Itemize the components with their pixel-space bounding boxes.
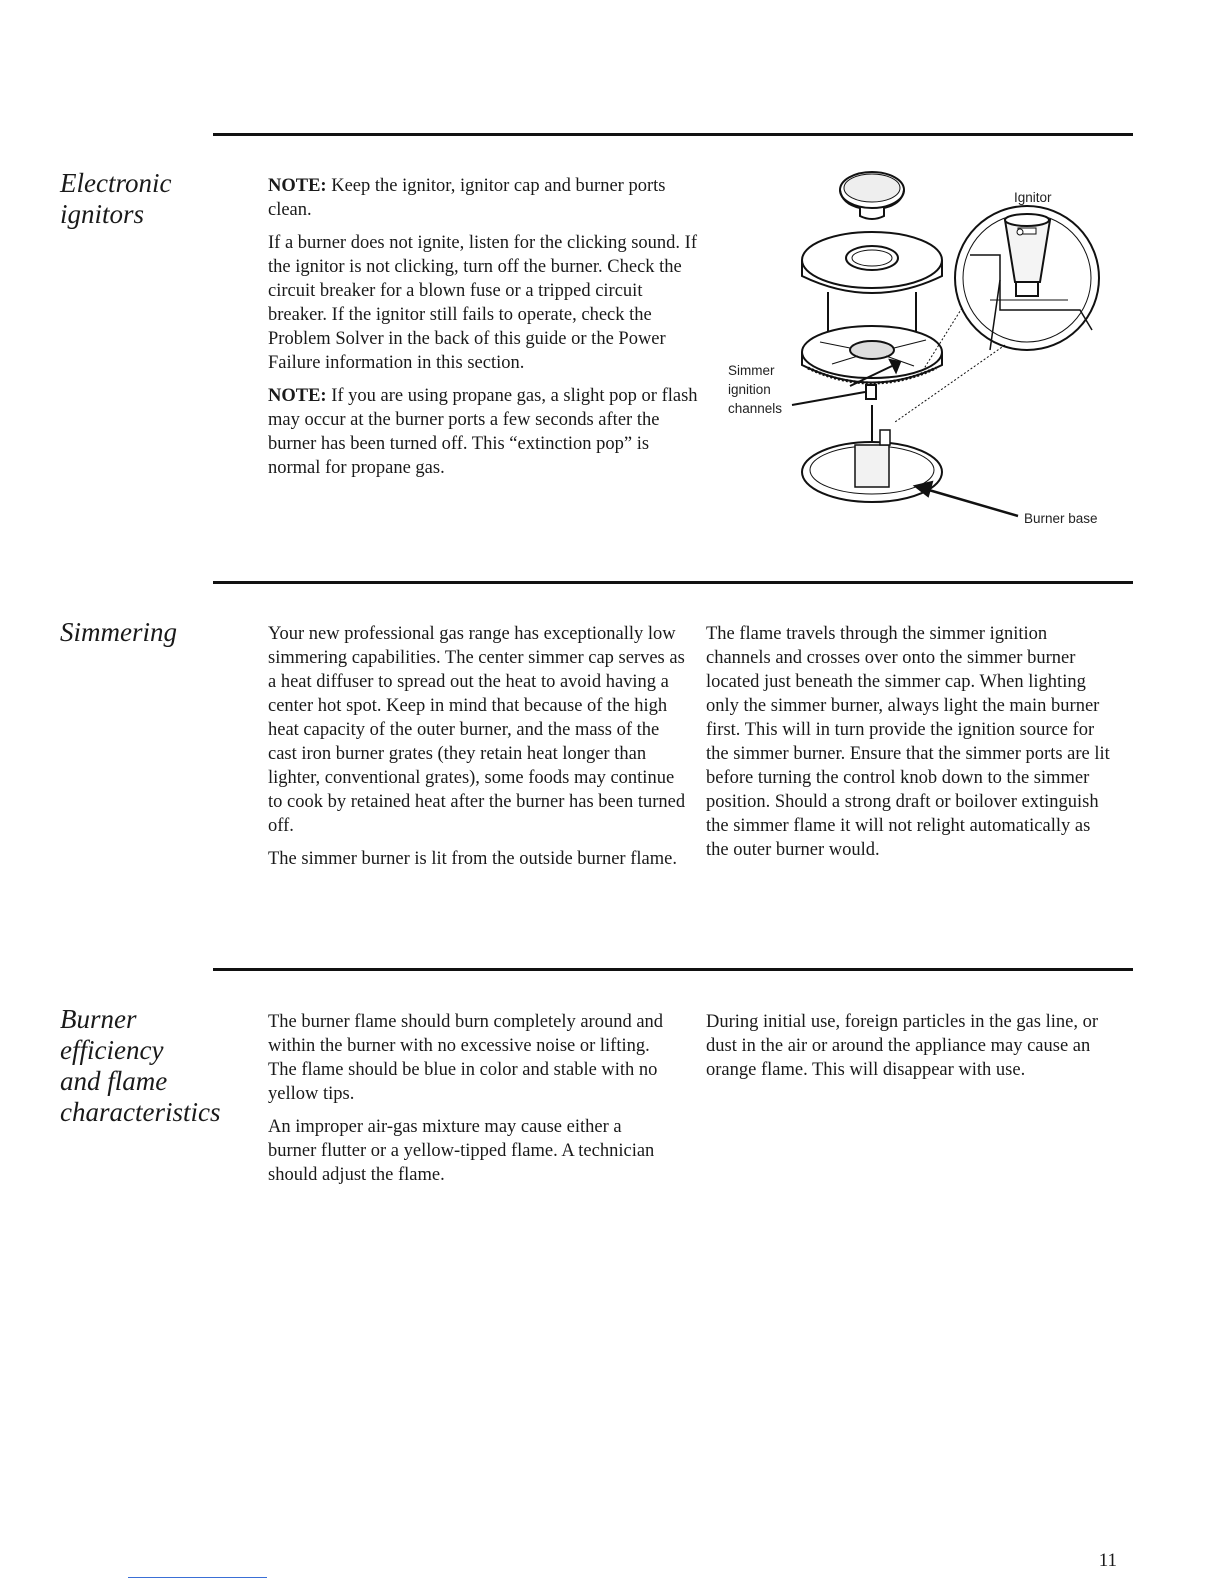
heading-line: Electronic [60,168,172,198]
ignitors-text-column [268,174,698,489]
note-text: Keep the ignitor, ignitor cap and burner ports clean. [268,176,666,220]
label-text: channels [728,401,783,416]
label-text: Simmer [728,363,775,378]
heading-line: ignitors [60,199,145,229]
body-paragraph: An improper air-gas mixture may cause either a burner flutter or a yellow-tipped flame. A technician should adjust the flame. [268,1117,655,1185]
burner-base-label [1024,509,1098,528]
body-paragraph: The simmer burner is lit from the outside burner flame. [268,849,677,869]
section-divider [213,581,1133,584]
note-paragraph [268,174,698,222]
section-heading-electronic-ignitors [60,168,235,230]
section-divider [213,968,1133,971]
heading-line: characteristics [60,1097,221,1127]
note-text: If you are using propane gas, a slight pop or flash may occur at the burner ports a few seconds after the burner has been turned off. This “extinction pop” is normal for propane gas. [268,386,698,478]
heading-line: and flame [60,1066,168,1096]
section-divider [213,133,1133,136]
section-heading-burner-efficiency [60,1004,235,1128]
body-paragraph: During initial use, foreign particles in the gas line, or dust in the air or around the appliance may cause an orange flame. This will disappear with use. [706,1012,1098,1080]
simmering-right-column [706,622,1116,871]
label-text: ignition [728,382,771,397]
ignitor-magnified-icon [955,206,1099,350]
efficiency-left-column [268,1010,668,1196]
simmer-cap-icon [840,172,904,219]
section-heading-simmering [60,617,235,648]
ignitor-label [1014,188,1052,207]
body-paragraph: The burner flame should burn completely around and within the burner with no excessive noise or lifting. The flame should be blue in color and stable with no yellow tips. [268,1012,664,1104]
note-label: NOTE: [268,386,327,406]
heading-line: efficiency [60,1035,164,1065]
footer-link-underline [128,1577,267,1578]
body-paragraph: The flame travels through the simmer ignition channels and crosses over onto the simmer burner located just beneath the simmer cap. When lighting only the simmer burner, always light the main burner first. This will in turn provide the ignition source for the simmer burner. Ensure that the simmer ports are lit before turning the control knob down to the simmer position. Should a strong draft or boilover extinguish the simmer flame it will not relight automatically as the outer burner would. [706,624,1110,860]
burner-cap-icon [802,232,942,293]
page-number: 11 [1098,1550,1117,1571]
efficiency-right-column [706,1010,1116,1091]
heading-line: Simmering [60,617,177,647]
burner-assembly-diagram [700,160,1130,560]
label-text: Burner base [1024,511,1098,526]
body-paragraph: If a burner does not ignite, listen for the clicking sound. If the ignitor is not clicking, turn off the burner. Check the circuit breaker for a blown fuse or a tripped circuit breaker. If the ignitor still fails to operate, check the Problem Solver in the back of this guide or the Power Failure information in this section. [268,233,697,373]
note-paragraph [268,384,698,480]
burner-head-icon [802,326,942,399]
note-label: NOTE: [268,176,327,196]
body-paragraph: Your new professional gas range has exceptionally low simmering capabilities. The center simmer cap serves as a heat diffuser to spread out the heat to avoid having a center hot spot. Keep in mind that because of the high heat capacity of the outer burner, and the mass of the cast iron burner grates (they retain heat longer than lighter, conventional grates), some foods may continue to cook by retained heat after the burner has been turned off. [268,624,686,836]
label-text: Ignitor [1014,190,1052,205]
simmer-channels-label [728,361,782,418]
heading-line: Burner [60,1004,137,1034]
simmering-left-column [268,622,688,880]
